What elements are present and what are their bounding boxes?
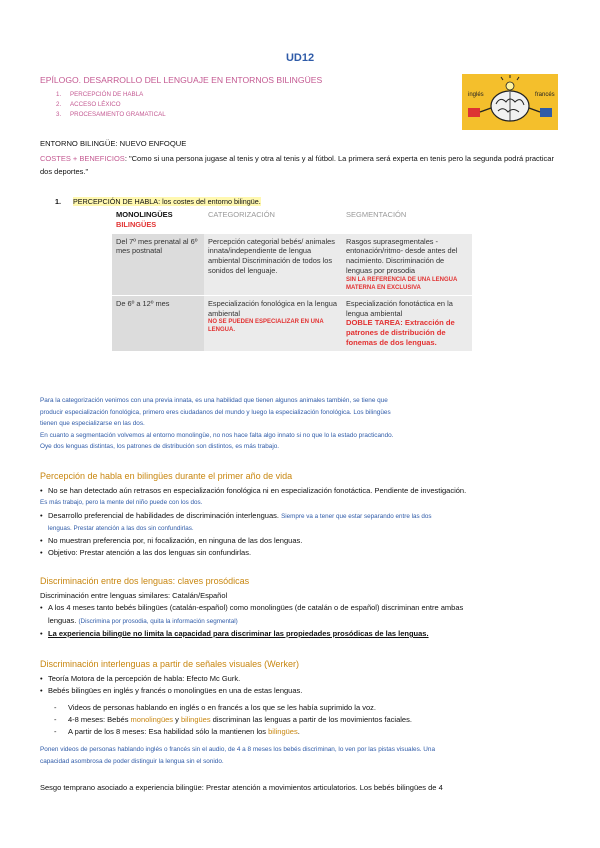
outline-item: 2. ACCESO LÉXICO — [56, 100, 121, 108]
page-title: UD12 — [285, 52, 315, 64]
cell-categorizacion: Percepción categorial bebés/ animales innata/independiente de lengua ambiental Discriminación de todos los sonidos del lenguaje. — [204, 233, 342, 295]
bilingual-brain-logo — [462, 74, 558, 130]
brain-lightbulb-icon — [462, 74, 558, 130]
list-item: • A los 4 meses tanto bebés bilingües (catalán-español) como monolingües (de catalán o de español) discriminan entre ambas — [40, 602, 565, 614]
table-row — [112, 233, 472, 295]
table-row — [112, 295, 472, 350]
page-subtitle: EPÍLOGO. DESARROLLO DEL LENGUAJE EN ENTORNOS BILINGÜES — [40, 75, 323, 85]
list-item: • Teoría Motora de la percepción de habla: Efecto Mc Gurk. — [40, 673, 565, 685]
cell-segmentacion: Rasgos suprasegmentales - entonación/ritmo- desde antes del nacimiento. Discriminación de lenguas por prosodia SIN LA REFERENCIA DE UNA LENGUA MATERNA EN EXCLUSIVA — [342, 233, 472, 295]
row-label: Del 7º mes prenatal al 6º mes postnatal — [112, 233, 204, 295]
sesgo-line: Sesgo temprano asociado a experiencia bilingüe: Prestar atención a movimientos articulatorios. Los bebés bilingües de 4 — [40, 783, 443, 792]
entorno-heading: ENTORNO BILINGÜE: NUEVO ENFOQUE — [40, 139, 187, 148]
discriminacion-list — [40, 590, 565, 640]
categorization-note: Para la categorización venimos con una previa innata, es una habilidad que tienen algunos animales también, se tiene que producir especialización fonológica, primero eres ciudadanos del mundo y luego la especialización fonológica. Los bilingües tienen que especializarse en las dos. En cuanto a segmentación volvemos al entorno monolingüe, no nos hace falta algo innato si no que lo la estado practicando. Oye dos lenguas distintas, los patrones de distribución son distintos, es más trabajo. — [40, 397, 394, 451]
section1-heading: 1. PERCEPCIÓN DE HABLA: los costes del entorno bilingüe. — [55, 197, 261, 206]
visual-list — [40, 673, 565, 738]
costes-label: COSTES + BENEFICIOS — [40, 154, 125, 163]
outline-item: 1. PERCEPCIÓN DE HABLA — [56, 91, 144, 98]
logo-left-label: inglés — [468, 92, 484, 98]
percepcion-list — [40, 485, 565, 560]
list-item: • Bebés bilingües en inglés y francés o monolingües en una de estas lenguas. — [40, 685, 565, 697]
list-item: • No se han detectado aún retrasos en especialización fonológica ni en especialización fonotáctica. Pendiente de investigación. — [40, 485, 565, 497]
list-item: - 4-8 meses: Bebés monolingües y bilingües discriminan las lenguas a partir de los movimientos faciales. — [40, 714, 565, 726]
list-item: • Desarrollo preferencial de habilidades de discriminación interlenguas. Siempre va a tener que estar separando entre las dos — [40, 510, 565, 523]
list-item: lenguas. (Discrimina por prosodia, quita la información segmental) — [48, 615, 238, 625]
header-categorizacion: CATEGORIZACIÓN — [204, 207, 342, 233]
list-item: • Objetivo: Prestar atención a las dos lenguas sin confundirlas. — [40, 547, 565, 559]
list-item: • No muestran preferencia por, ni focalización, en ninguna de las dos lenguas. — [40, 535, 565, 547]
header-segmentacion: SEGMENTACIÓN — [342, 207, 472, 233]
outline-item: 3. PROCESAMIENTO GRAMATICAL — [56, 110, 166, 118]
list-note: lenguas. Prestar atención a las dos sin confundirlas. — [48, 524, 194, 532]
cell-categorizacion: Especialización fonológica en la lengua ambiental NO SE PUEDEN ESPECIALIZAR EN UNA LENGUA. — [204, 295, 342, 350]
comparison-table — [112, 207, 472, 351]
header-mono-bil: MONOLINGÜES BILINGÜES — [112, 207, 204, 233]
costes-paragraph — [40, 152, 558, 178]
costes-text: : "Como si una persona jugase al tenis y otra al tenis y al fútbol. La primera será experta en tenis pero la segunda podrá practicar dos deportes." — [40, 154, 554, 176]
list-item: - A partir de los 8 meses: Esa habilidad sólo la mantienen los bilingües. — [40, 726, 565, 738]
list-item: - Videos de personas hablando en inglés o en francés a los que se les había suprimido la voz. — [40, 702, 565, 714]
list-item: Discriminación entre lenguas similares: Catalán/Español — [40, 591, 228, 600]
percepcion-heading: Percepción de habla en bilingües durante el primer año de vida — [40, 471, 293, 481]
visual-heading: Discriminación interlenguas a partir de señales visuales (Werker) — [40, 659, 299, 669]
list-note: Es más trabajo, pero la mente del niño puede con los dos. — [40, 499, 203, 507]
logo-right-label: francés — [535, 92, 555, 98]
table-header-row — [112, 207, 472, 233]
cell-segmentacion: Especialización fonotáctica en la lengua ambiental DOBLE TAREA: Extracción de patrones de distribución de fonemas de dos lenguas. — [342, 295, 472, 350]
outline-list — [56, 90, 166, 119]
discriminacion-heading: Discriminación entre dos lenguas: claves prosódicas — [40, 576, 250, 586]
visual-note: Ponen videos de personas hablando inglés o francés sin el audio, de 4 a 8 meses los bebés discriminan, lo ven por las pistas visuales. Una capacidad asombrosa de poder distinguir la lengua sin el sonido. — [40, 746, 436, 765]
list-item: • La experiencia bilingüe no limita la capacidad para discriminar las propiedades prosódicas de las lenguas. — [40, 628, 565, 640]
row-label: De 6º a 12º mes — [112, 295, 204, 350]
